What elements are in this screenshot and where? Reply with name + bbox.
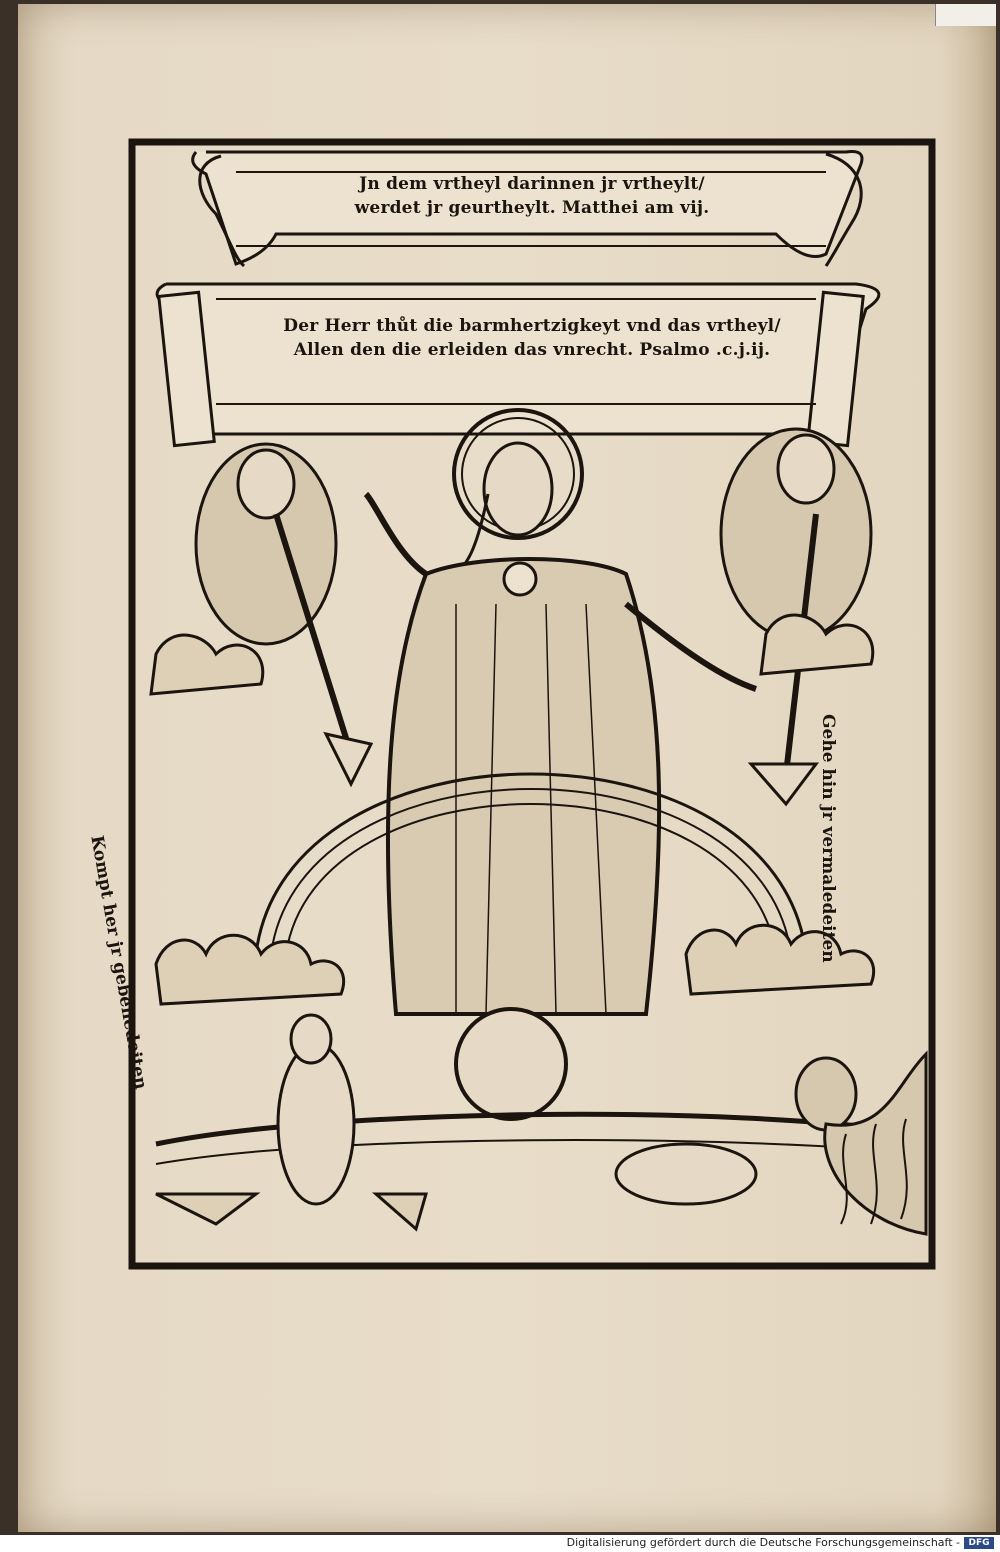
footer-bar — [0, 1535, 1000, 1552]
page-edge — [935, 4, 996, 26]
bottom-scroll-line-2: Allen den die erleiden das vnrecht. Psalmo .c.j.ij. — [293, 340, 771, 360]
woodcut-illustration — [126, 134, 938, 1272]
dfg-logo-icon: DFG — [964, 1537, 994, 1549]
woodcut-frame — [86, 134, 938, 1272]
top-scroll-line-2: werdet jr geurtheylt. Matthei am vij. — [354, 198, 710, 218]
top-scroll-text — [126, 172, 938, 220]
left-side-inscription: Kompt her jr gebenedeiten — [86, 834, 151, 1091]
footer-credit: Digitalisierung gefördert durch die Deutsche Forschungsgemeinschaft - — [566, 1536, 960, 1549]
right-side-inscription: Gehe hin jr vermaledeiten — [818, 714, 838, 963]
top-scroll-line-1: Jn dem vrtheyl darinnen jr vrtheylt/ — [359, 174, 705, 194]
bottom-scroll-text — [126, 314, 938, 362]
bottom-scroll-line-1: Der Herr thůt die barmhertzigkeyt vnd das vrtheyl/ — [283, 316, 781, 336]
